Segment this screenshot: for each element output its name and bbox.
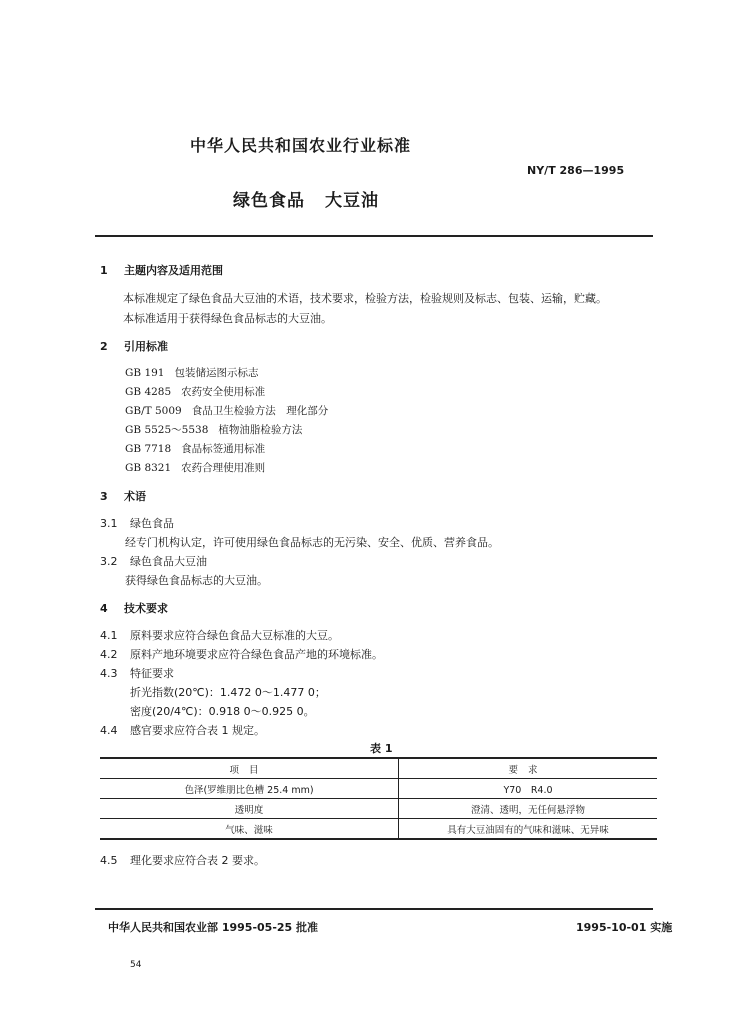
footer-rule (95, 908, 653, 910)
title-part-a: 绿色食品 (233, 191, 305, 211)
standard-category: 中华人民共和国农业行业标准 (190, 136, 412, 155)
header-rule (95, 235, 653, 237)
standard-code: NY/T 286—1995 (527, 164, 625, 177)
term-3-1-definition: 经专门机构认定，许可使用绿色食品标志的无污染、安全、优质、营养食品。 (125, 536, 499, 549)
clause-4-4: 4.4 感官要求应符合表 1 规定。 (100, 724, 265, 737)
effective-date: 1995-10-01 实施 (576, 921, 673, 934)
term-3-2-definition: 获得绿色食品标志的大豆油。 (125, 574, 268, 587)
clause-4-1: 4.1 原料要求应符合绿色食品大豆标准的大豆。 (100, 629, 339, 642)
refractive-index: 折光指数(20℃)：1.472 0～1.477 0； (130, 686, 326, 699)
ref-item: GB 4285 农药安全使用标准 (125, 386, 266, 398)
col-requirement-header: 要求 (508, 764, 548, 776)
section-4-heading: 4 技术要求 (100, 602, 168, 615)
section-1-para-2: 本标准适用于获得绿色食品标志的大豆油。 (123, 312, 332, 325)
title-part-b: 大豆油 (325, 191, 379, 211)
row-item: 透明度 (100, 799, 399, 819)
row-requirement: 具有大豆油固有的气味和滋味、无异味 (447, 824, 609, 836)
row-item: 气味、滋味 (100, 819, 399, 840)
table-row (100, 779, 657, 799)
page-number: 54 (130, 960, 142, 970)
clause-4-2: 4.2 原料产地环境要求应符合绿色食品产地的环境标准。 (100, 648, 383, 661)
section-2-heading: 2 引用标准 (100, 340, 168, 353)
section-1-para-1: 本标准规定了绿色食品大豆油的术语，技术要求，检验方法，检验规则及标志、包装、运输，贮藏。 (123, 292, 607, 305)
clause-4-3: 4.3 特征要求 (100, 667, 174, 680)
ref-item: GB 191 包装储运图示标志 (125, 367, 259, 379)
table-header-row (100, 758, 657, 779)
ref-item: GB 5525～5538 植物油脂检验方法 (125, 424, 303, 436)
row-requirement: 澄清、透明，无任何悬浮物 (470, 804, 585, 816)
ref-item: GB 7718 食品标签通用标准 (125, 443, 266, 455)
row-item: 色泽(罗维朋比色槽 25.4 mm) (100, 779, 399, 799)
term-3-2-title: 3.2 绿色食品大豆油 (100, 555, 207, 568)
section-1-heading: 1 主题内容及适用范围 (100, 264, 223, 277)
table-row (100, 799, 657, 819)
table-row (100, 819, 657, 840)
section-3-heading: 3 术语 (100, 490, 146, 503)
clause-4-5: 4.5 理化要求应符合表 2 要求。 (100, 854, 265, 867)
document-title (233, 186, 379, 211)
table-1 (100, 757, 657, 840)
table-1-caption: 表 1 (370, 742, 393, 755)
ref-item: GB 8321 农药合理使用准则 (125, 462, 266, 474)
row-requirement: Y70 R4.0 (503, 784, 553, 796)
density: 密度(20/4℃)：0.918 0～0.925 0。 (130, 705, 315, 718)
col-item-header: 项目 (100, 758, 399, 779)
approval-line: 中华人民共和国农业部 1995-05-25 批准 (108, 921, 319, 934)
term-3-1-title: 3.1 绿色食品 (100, 517, 174, 530)
ref-item: GB/T 5009 食品卫生检验方法 理化部分 (125, 405, 329, 417)
